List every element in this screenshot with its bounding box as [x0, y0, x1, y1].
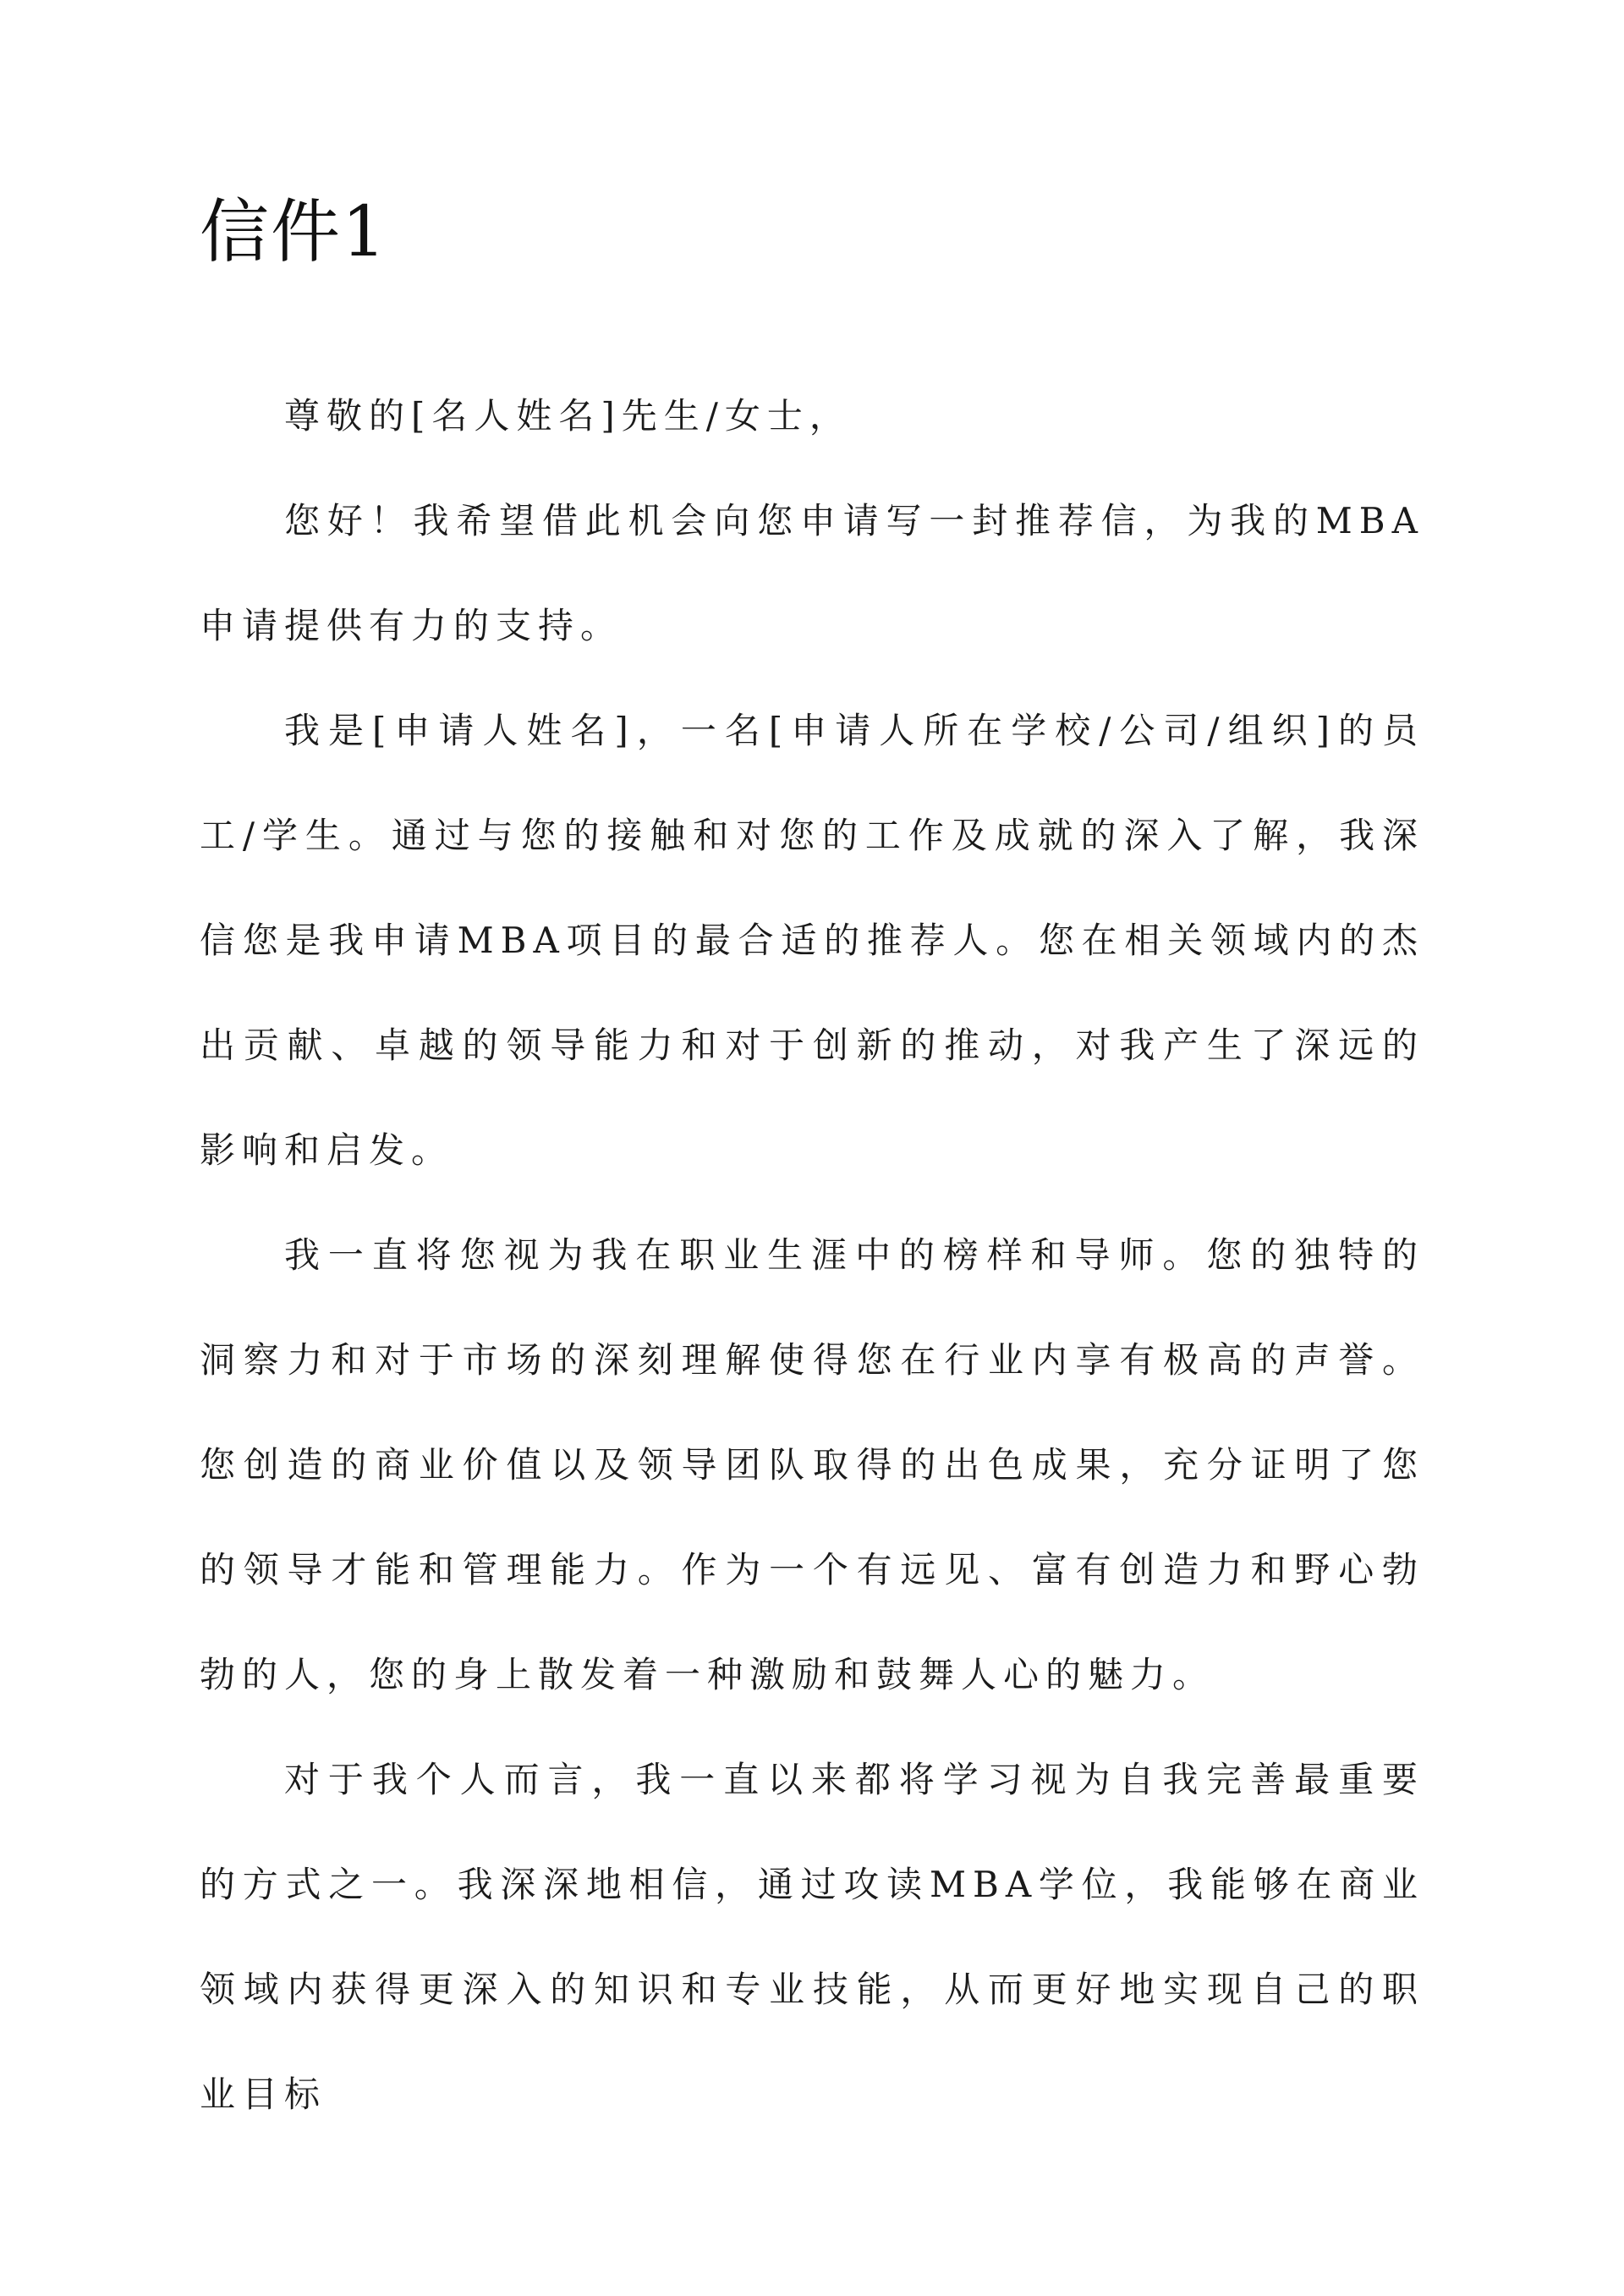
paragraph-greeting: 您好！我希望借此机会向您申请写一封推荐信，为我的MBA申请提供有力的支持。: [200, 500, 1424, 646]
paragraph-admiration: 我一直将您视为我在职业生涯中的榜样和导师。您的独特的洞察力和对于市场的深刻理解使得您在行业内享有极高的声誉。您创造的商业价值以及领导团队取得的出色成果，充分证明了您的领导才能和管理能力。作为一个有远见、富有创造力和野心勃勃的人，您的身上散发着一种激励和鼓舞人心的魅力。: [200, 1234, 1424, 1695]
document-title: 信件1: [200, 192, 388, 272]
paragraph-personal-goals: 对于我个人而言，我一直以来都将学习视为自我完善最重要的方式之一。我深深地相信，通过攻读MBA学位，我能够在商业领域内获得更深入的知识和专业技能，从而更好地实现自己的职业目标: [200, 1759, 1424, 2115]
paragraph-introduction: 我是[申请人姓名]，一名[申请人所在学校/公司/组织]的员工/学生。通过与您的接触和对您的工作及成就的深入了解，我深信您是我申请MBA项目的最合适的推荐人。您在相关领域内的杰出贡献、卓越的领导能力和对于创新的推动，对我产生了深远的影响和启发。: [200, 710, 1424, 1171]
salutation: 尊敬的[名人姓名]先生/女士，: [284, 395, 852, 437]
